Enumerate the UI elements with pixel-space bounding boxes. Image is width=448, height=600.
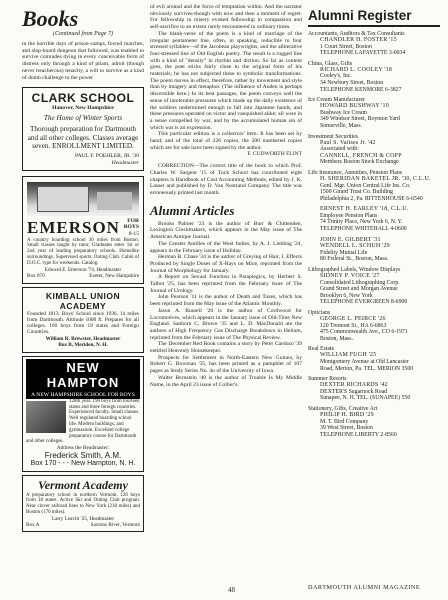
register-line: H. SHERIDAN BAKETEL JR. '30, C.L.U. xyxy=(320,175,431,182)
register-category: Lithographed Labels, Window Displays xyxy=(308,267,401,274)
register-category: Real Estate xyxy=(308,346,335,353)
alumni-article-7: The December Red Book contains a story by Peter Cardozo '39 entitled Heavenly Housekeeper. xyxy=(150,341,302,355)
register-entry xyxy=(308,352,440,372)
register-category: Accountants, Auditors & Tax Consultants xyxy=(308,31,405,37)
register-line: 39 West Street, Boston xyxy=(320,425,373,432)
register-section xyxy=(308,310,440,342)
register-line: TELEPHONE LIBERTY 2-8560 xyxy=(320,431,397,438)
register-section xyxy=(308,237,440,263)
register-line: 1500 Girard Trust Co. Building xyxy=(320,189,393,196)
kimball-union-ad xyxy=(22,287,144,353)
register-line: Fidelity Mutual Life xyxy=(320,249,368,256)
register-entry xyxy=(308,206,440,232)
books-text: in the horrible days of prison-camps, forced marches, and slop-board dungeon that followed, was enabled to survive comrades dying in every conceivable form of distress only through a kind of pliant, adroit (though never treacherous) tenacity, a will to survive as a kind of dumb challenge to the power xyxy=(22,41,144,81)
register-section xyxy=(308,206,440,232)
emerson-for-boys: FOR BOYS xyxy=(123,217,139,231)
emerson-body: A country boarding school 30 miles from Boston. Small classes taught by tutor, Graduates enter 1st or 2nd year of leading preparatory schools. Homelike surroundings. Supervised sports. Outing Club. Cabin of D.O.C. type for weekends. Catalog. xyxy=(27,237,139,266)
register-category: China, Glass, Gifts xyxy=(308,60,353,67)
register-line: 34 Newbury Street, Boston xyxy=(320,79,384,86)
kimball-union-name: KIMBALL UNION ACADEMY xyxy=(45,290,121,311)
register-line: DEXTER'S Sugarnock Road xyxy=(320,388,388,395)
register-line: RICHARD L. COOLEY '18 xyxy=(320,66,393,73)
register-line: Sunapee, N. H. TEL. (SUNAPEE) 550 xyxy=(320,395,411,402)
alumni-article-2: The Greater Antilles of the West Indies, by A. J. Liebling '24, appears in the February issue of Holiday. xyxy=(150,240,302,254)
register-entry xyxy=(308,140,440,166)
register-line: M. T. Bird Company xyxy=(320,418,369,425)
emerson-place: Exeter, New Hampshire xyxy=(89,273,139,280)
register-line: 1 Court Street, Boston xyxy=(320,43,372,50)
register-category: Ice Cream Manufacturer xyxy=(308,97,365,104)
register-line: Genl. Mgr. Union Central Life Ins. Co. xyxy=(320,182,411,189)
register-line: Consolidated Lithographing Corp. xyxy=(320,279,400,286)
register-section xyxy=(308,267,440,306)
register-line: 80 Federal St., Boston, Mass. xyxy=(320,256,389,263)
register-section xyxy=(308,61,440,93)
register-section xyxy=(308,97,440,129)
vermont-academy-body: A preparatory school in northern Vermont. 120 boys from 18 states. Active Ski and Outing Club program. Near clover railroad lines to New York (218 miles) and Boston (170 miles). xyxy=(26,492,140,515)
middle-column xyxy=(150,4,302,388)
register-line: WILLIAM FUGH '25 xyxy=(320,352,377,359)
emerson-ages: 8-15 xyxy=(128,231,139,238)
kimball-union-head: William R. Brewster, Headmaster xyxy=(45,335,121,342)
register-line: TELEPHONE KENMORE 6-3827 xyxy=(320,86,402,93)
register-section xyxy=(308,134,440,166)
review-paragraph-3: This particular edition is a collectors' item. It has been set by hand; and of the total of 226 copies, the 200 numbered copies which are for sale have been signed by the author. xyxy=(150,131,302,151)
clark-school-slogan: The Home of Winter Sports xyxy=(43,113,123,122)
register-line: JOHN E. GILBERT '31 xyxy=(320,236,381,243)
register-section xyxy=(308,346,440,372)
vermont-academy-head: Larry Leavitt '25, Headmaster xyxy=(51,515,115,522)
register-category: Investment Securities xyxy=(308,133,359,140)
alumni-articles-heading: Alumni Articles xyxy=(150,202,235,218)
vermont-academy-ad xyxy=(22,475,144,532)
review-paragraph-1: of evil around and the force of temptation within. And the narrator obviously survives-though with now and then a moment of regret. For fellowship in misery evoked fellowship in compassion and self-sacrifice to an extent rarely encountered in ordinary times. xyxy=(150,4,302,31)
register-line: Cooley's, Inc. xyxy=(320,73,352,80)
clark-school-head: PAUL F. POEHLER, JR. '30 xyxy=(74,153,139,160)
new-hampton-name: NEW HAMPTON xyxy=(26,359,140,391)
left-column xyxy=(22,8,144,532)
clark-school-body: Thorough preparation for Dartmouth and all other colleges. Classes average seven. ENROLLMENT LIMITED. xyxy=(27,125,139,151)
register-line: PHILIP H. BIRD '29 xyxy=(320,411,374,418)
register-line: TELEPHONE LAFAYETTE 3-0034 xyxy=(320,50,406,57)
kimball-union-address: Box B, Meriden, N. H. xyxy=(58,342,108,349)
register-entry xyxy=(308,103,440,129)
clark-school-head-title: Headmaster xyxy=(111,160,139,167)
register-line: Road, Merion, Pa. TEL. MERION 3500 xyxy=(320,365,414,372)
register-category: Opticians xyxy=(308,310,331,316)
register-line: 349 Windsor Street, Boynton Yard xyxy=(320,116,400,123)
register-line: HOWARD BUSHWAY '10 xyxy=(320,103,389,110)
register-line: 120 Tremont St., HA 6-6863 xyxy=(320,322,387,329)
register-section xyxy=(308,31,440,57)
clark-school-ad xyxy=(22,87,144,170)
emerson-ad xyxy=(22,176,144,284)
vermont-academy-box: Box A xyxy=(26,522,40,529)
clark-school-name: CLARK SCHOOL xyxy=(31,91,135,106)
books-continued-note: (Continued from Page 7) xyxy=(53,31,113,37)
register-line: Boston, Mass. xyxy=(320,335,354,342)
register-line: CHANDLER H. FOSTER '15 xyxy=(320,37,397,43)
alumni-article-5: John Pearson '11 is the author of Death and Taxes, which has been reprinted from the May issue of the Atlantic Monthly. xyxy=(150,294,302,308)
alumni-article-6: Jason A. Russell '20 is the author of Cordwood for Locomotives, which appears in the January issue of Old-Time New England. Sanborn C. Brown '35 and L. D. MacDonald are the authors of High Frequency Gas Discharge Breakdown in Helium, reprinted from the February issue of The Physical Review. xyxy=(150,307,302,341)
register-category: Life Insurance, Annuities, Pension Plans xyxy=(308,169,403,176)
alumni-article-8: Prospects for Settlement in North-Eastern New Guinea, by Robert G. Bowman '35, has been printed as a pamphlet of 107 pages as Study Series No. 4o of the University of Iowa. xyxy=(150,354,302,375)
register-section xyxy=(308,406,440,438)
vermont-academy-name: Vermont Academy xyxy=(38,477,128,492)
register-line: Philadelphia 2, Pa. RITTENHOUSE 6-6540 xyxy=(320,195,423,202)
emerson-head: Edward E. Emerson '74, Headmaster xyxy=(44,266,122,273)
register-line: Brooklyn 6, New York xyxy=(320,292,373,299)
vermont-academy-place: Saxtons River, Vermont xyxy=(90,522,140,529)
alumni-register-title: Alumni Register xyxy=(308,8,440,27)
register-line: SIDNEY P. VOICE '27 xyxy=(320,273,380,280)
emerson-photo xyxy=(27,182,139,216)
register-line: TELEPHONE EVERGREEN 8-6900 xyxy=(320,299,408,306)
register-category: Stationery, Gifts, Creative Art xyxy=(308,405,378,412)
register-section xyxy=(308,170,440,202)
clark-school-location: Hanover, New Hampshire xyxy=(52,105,114,112)
magazine-footer: DARTMOUTH ALUMNI MAGAZINE xyxy=(308,584,421,591)
register-line: 475 Commonwealth Ave., CO 6-1971 xyxy=(320,329,408,336)
register-line: Bushway Ice Cream xyxy=(320,109,368,116)
alumni-article-3: Herman B. Chase '34 is the author of Greying of Hair, I. Effects Produced by Single Doses of X-Rays on Mice, reprinted from the Journal of Morphology for January. xyxy=(150,254,302,274)
kimball-union-body: Founded 1813. Boys' School since 1936. 14 miles from Dartmouth. Altitude 1000 ft. Prepares for all colleges. 100 boys from 19 states and Foreign Countries. xyxy=(27,310,139,336)
new-hampton-box: Box 170 - - - New Hampton, N. H. xyxy=(30,460,136,468)
register-category: Summer Resorts xyxy=(308,376,347,383)
register-line: Members Boston Stock Exchange xyxy=(320,159,399,166)
register-entry xyxy=(308,382,440,402)
emerson-name: EMERSON xyxy=(27,217,120,237)
new-hampton-body: 128th year. 190 boys from fourteen states and three foreign countries. Experienced faculty. Small classes. Well regulated boarding school life. Modern buildings, and gymnasium. Excellent college preparatory course for Dartmouth and other colleges. xyxy=(26,398,140,445)
register-entry xyxy=(308,37,440,57)
new-hampton-head: Frederick Smith, A.M. xyxy=(44,450,122,460)
register-entry xyxy=(308,67,440,93)
register-line: GEORGE L. PEIRCE '26 xyxy=(320,316,386,322)
register-line: TELEPHONE WHITEHALL 4-0600 xyxy=(320,226,407,233)
alumni-article-1: Brooks Palmer '23 is the author of Burr & Chittenden, Lexington Clockmakers, which appears in the May issue of The American Antique Journal. xyxy=(150,220,302,241)
right-column xyxy=(308,8,440,438)
page-number: 48 xyxy=(228,586,235,594)
review-paragraph-2: The blank-verse of the poem is a kind of marriage of the irregular pentameter line, often, in speaking, reducible to four stressed syllables—of the Jacobean playwrights, and the alliterative four-stressed line of Old English poetry. The result is a rugged line with a kind of "density" in rhythm and diction. So far as content goes, the poet sticks fairly close to the original form of his materials; he has not subjected these to symbolic transformations. The poem moves in effect, therefore, rather by movement and style than by imagery and metaphor. (The influence of Auden is perhaps discernible here.) In its best passages, the poem conveys well the sense of intolerable pressures which made up the daily existence of the soldiers undermined enough to fall into Japanese hands, and these pressures operated on victor and vanquished alike; all were in a sense compelled by war, and by the accumulated human sin of which war is an expression. xyxy=(150,30,302,131)
review-signature: F. CUDWORTH FLINT xyxy=(247,151,302,158)
correction-note: CORRECTION—The correct title of the book to which Prof. Charles W. Sargent '15 of Tuck School has contributed eight chapters is Handbook of Cost Accounting Methods, edited by J. K. Lasser and published by D. Van Nostrand Company. The title was erroneously printed last month. xyxy=(150,163,302,196)
register-line: Somerville, Mass. xyxy=(320,122,363,129)
new-hampton-photo xyxy=(26,401,66,433)
emerson-box: Box 870 xyxy=(27,273,45,280)
register-entry xyxy=(308,273,440,306)
register-line: WENDELL L. SCHUH '29 xyxy=(320,243,390,250)
alumni-article-4: A Report on Sexual Function in Paraplegics, by Herbert S. Talbot '25, has been reprinted from the February issue of The Journal of Urology. xyxy=(150,274,302,294)
register-entry xyxy=(308,412,440,438)
alumni-article-9: Walter Bernstein '40 is the author of Trouble Is My Middle Name, in the April 23 issue of Collier's. xyxy=(150,374,302,388)
register-line: Montgomery Avenue at Old Lancaster xyxy=(320,358,409,365)
books-heading: Books xyxy=(22,6,79,31)
register-line: DEXTER RICHARDS '42 xyxy=(320,382,388,389)
register-entry xyxy=(308,176,440,202)
register-line: Employee Pension Plans xyxy=(320,212,378,219)
register-line: ERNEST H. EARLEY '18, C.L.U. xyxy=(320,206,409,213)
new-hampton-tagline: A NEW HAMPSHIRE SCHOOL FOR BOYS xyxy=(26,391,140,399)
register-line: Paul S. Vaitses Jr. '42 xyxy=(320,139,376,146)
register-list xyxy=(308,31,440,438)
register-line: CANNELL, FRENCH & COPP xyxy=(320,152,402,159)
register-line: 74 Trinity Place, New York 6, N. Y. xyxy=(320,219,403,226)
register-entry xyxy=(308,316,440,342)
new-hampton-ad xyxy=(22,356,144,472)
register-section xyxy=(308,376,440,402)
new-hampton-address-label: Address the Headmaster: xyxy=(56,445,110,452)
register-line: Grand Street and Morgan Avenue xyxy=(320,286,398,293)
register-entry xyxy=(308,237,440,263)
register-line: Associated with: xyxy=(320,146,359,153)
